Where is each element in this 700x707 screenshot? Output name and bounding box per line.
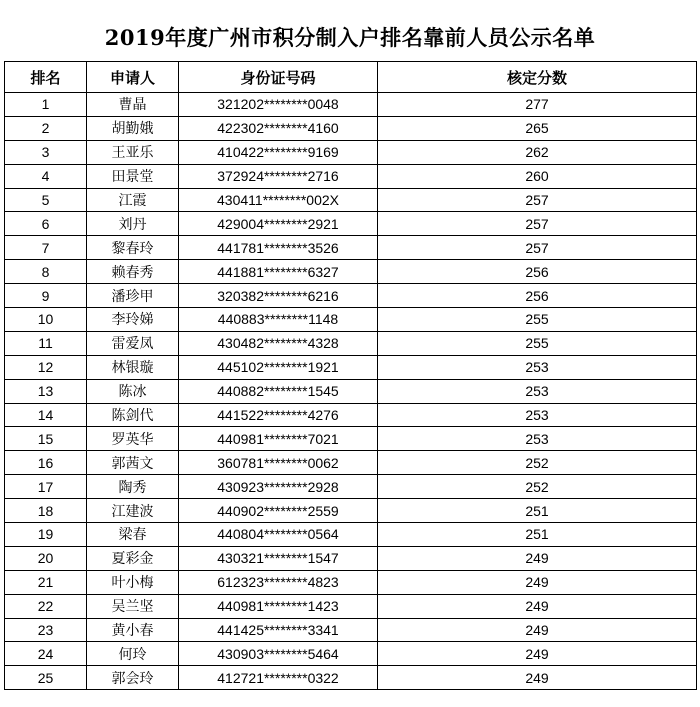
applicant-name-cell: 黄小春 <box>87 618 179 642</box>
applicant-name-cell: 陈冰 <box>87 379 179 403</box>
id-number-cell: 360781********0062 <box>179 451 378 475</box>
id-number-cell: 440882********1545 <box>179 379 378 403</box>
rank-cell: 4 <box>5 164 87 188</box>
table-row <box>5 499 697 523</box>
rank-cell: 19 <box>5 523 87 547</box>
id-number-cell: 429004********2921 <box>179 212 378 236</box>
table-row <box>5 93 697 117</box>
id-number-cell: 440883********1148 <box>179 308 378 332</box>
id-number-cell: 440981********7021 <box>179 427 378 451</box>
rank-cell: 18 <box>5 499 87 523</box>
applicant-name-cell: 罗英华 <box>87 427 179 451</box>
id-number-cell: 445102********1921 <box>179 355 378 379</box>
id-number-cell: 372924********2716 <box>179 164 378 188</box>
id-number-cell: 440804********0564 <box>179 523 378 547</box>
id-number-cell: 321202********0048 <box>179 93 378 117</box>
applicant-name-cell: 郭茜文 <box>87 451 179 475</box>
score-cell: 256 <box>378 260 697 284</box>
rank-cell: 3 <box>5 140 87 164</box>
applicant-name-cell: 刘丹 <box>87 212 179 236</box>
score-cell: 255 <box>378 308 697 332</box>
id-number-cell: 430482********4328 <box>179 331 378 355</box>
id-number-cell: 441425********3341 <box>179 618 378 642</box>
column-header-applicant: 申请人 <box>87 62 179 93</box>
applicant-name-cell: 雷爱凤 <box>87 331 179 355</box>
applicant-name-cell: 梁春 <box>87 523 179 547</box>
rank-cell: 10 <box>5 308 87 332</box>
rank-cell: 17 <box>5 475 87 499</box>
score-cell: 249 <box>378 618 697 642</box>
table-row <box>5 116 697 140</box>
score-cell: 252 <box>378 475 697 499</box>
table-row <box>5 188 697 212</box>
rank-cell: 13 <box>5 379 87 403</box>
id-number-cell: 440902********2559 <box>179 499 378 523</box>
score-cell: 249 <box>378 594 697 618</box>
applicant-name-cell: 田景堂 <box>87 164 179 188</box>
score-cell: 253 <box>378 403 697 427</box>
score-cell: 253 <box>378 379 697 403</box>
table-row <box>5 355 697 379</box>
applicant-name-cell: 黎春玲 <box>87 236 179 260</box>
score-cell: 251 <box>378 523 697 547</box>
applicant-name-cell: 潘珍甲 <box>87 284 179 308</box>
table-row <box>5 212 697 236</box>
applicant-name-cell: 吴兰坚 <box>87 594 179 618</box>
rank-cell: 21 <box>5 570 87 594</box>
score-cell: 249 <box>378 642 697 666</box>
rank-cell: 9 <box>5 284 87 308</box>
id-number-cell: 441781********3526 <box>179 236 378 260</box>
table-row <box>5 594 697 618</box>
id-number-cell: 440981********1423 <box>179 594 378 618</box>
applicant-name-cell: 叶小梅 <box>87 570 179 594</box>
applicant-name-cell: 曹晶 <box>87 93 179 117</box>
rank-cell: 12 <box>5 355 87 379</box>
column-header-id-number: 身份证号码 <box>179 62 378 93</box>
id-number-cell: 320382********6216 <box>179 284 378 308</box>
rank-cell: 2 <box>5 116 87 140</box>
rank-cell: 25 <box>5 666 87 690</box>
applicant-name-cell: 陶秀 <box>87 475 179 499</box>
id-number-cell: 412721********0322 <box>179 666 378 690</box>
score-cell: 251 <box>378 499 697 523</box>
score-cell: 249 <box>378 546 697 570</box>
table-row <box>5 403 697 427</box>
rank-cell: 22 <box>5 594 87 618</box>
table-row <box>5 570 697 594</box>
applicant-name-cell: 胡勤娥 <box>87 116 179 140</box>
applicant-name-cell: 郭会玲 <box>87 666 179 690</box>
applicant-name-cell: 江霞 <box>87 188 179 212</box>
applicant-name-cell: 陈剑代 <box>87 403 179 427</box>
table-row <box>5 331 697 355</box>
column-header-score: 核定分数 <box>378 62 697 93</box>
table-header-row <box>5 62 697 93</box>
rank-cell: 23 <box>5 618 87 642</box>
table-row <box>5 642 697 666</box>
id-number-cell: 430903********5464 <box>179 642 378 666</box>
table-row <box>5 475 697 499</box>
rank-cell: 24 <box>5 642 87 666</box>
applicant-name-cell: 赖春秀 <box>87 260 179 284</box>
score-cell: 257 <box>378 236 697 260</box>
id-number-cell: 422302********4160 <box>179 116 378 140</box>
score-cell: 253 <box>378 427 697 451</box>
id-number-cell: 441522********4276 <box>179 403 378 427</box>
ranking-table <box>4 61 697 690</box>
score-cell: 277 <box>378 93 697 117</box>
applicant-name-cell: 王亚乐 <box>87 140 179 164</box>
table-row <box>5 523 697 547</box>
id-number-cell: 430411********002X <box>179 188 378 212</box>
applicant-name-cell: 李玲娣 <box>87 308 179 332</box>
id-number-cell: 410422********9169 <box>179 140 378 164</box>
score-cell: 257 <box>378 188 697 212</box>
applicant-name-cell: 江建波 <box>87 499 179 523</box>
applicant-name-cell: 林银璇 <box>87 355 179 379</box>
score-cell: 262 <box>378 140 697 164</box>
score-cell: 253 <box>378 355 697 379</box>
rank-cell: 14 <box>5 403 87 427</box>
page-title: 2019年度广州市积分制入户排名靠前人员公示名单 <box>104 25 596 50</box>
table-row <box>5 618 697 642</box>
table-row <box>5 284 697 308</box>
rank-cell: 16 <box>5 451 87 475</box>
table-row <box>5 260 697 284</box>
rank-cell: 5 <box>5 188 87 212</box>
rank-cell: 15 <box>5 427 87 451</box>
table-row <box>5 140 697 164</box>
table-row <box>5 164 697 188</box>
rank-cell: 8 <box>5 260 87 284</box>
table-row <box>5 308 697 332</box>
table-row <box>5 379 697 403</box>
score-cell: 252 <box>378 451 697 475</box>
rank-cell: 20 <box>5 546 87 570</box>
rank-cell: 1 <box>5 93 87 117</box>
id-number-cell: 430321********1547 <box>179 546 378 570</box>
applicant-name-cell: 夏彩金 <box>87 546 179 570</box>
id-number-cell: 441881********6327 <box>179 260 378 284</box>
score-cell: 255 <box>378 331 697 355</box>
rank-cell: 11 <box>5 331 87 355</box>
score-cell: 260 <box>378 164 697 188</box>
score-cell: 249 <box>378 570 697 594</box>
score-cell: 256 <box>378 284 697 308</box>
table-row <box>5 546 697 570</box>
applicant-name-cell: 何玲 <box>87 642 179 666</box>
id-number-cell: 430923********2928 <box>179 475 378 499</box>
table-row <box>5 451 697 475</box>
column-header-rank: 排名 <box>5 62 87 93</box>
id-number-cell: 612323********4823 <box>179 570 378 594</box>
table-row <box>5 666 697 690</box>
rank-cell: 6 <box>5 212 87 236</box>
table-row <box>5 427 697 451</box>
rank-cell: 7 <box>5 236 87 260</box>
score-cell: 249 <box>378 666 697 690</box>
score-cell: 265 <box>378 116 697 140</box>
table-row <box>5 236 697 260</box>
score-cell: 257 <box>378 212 697 236</box>
